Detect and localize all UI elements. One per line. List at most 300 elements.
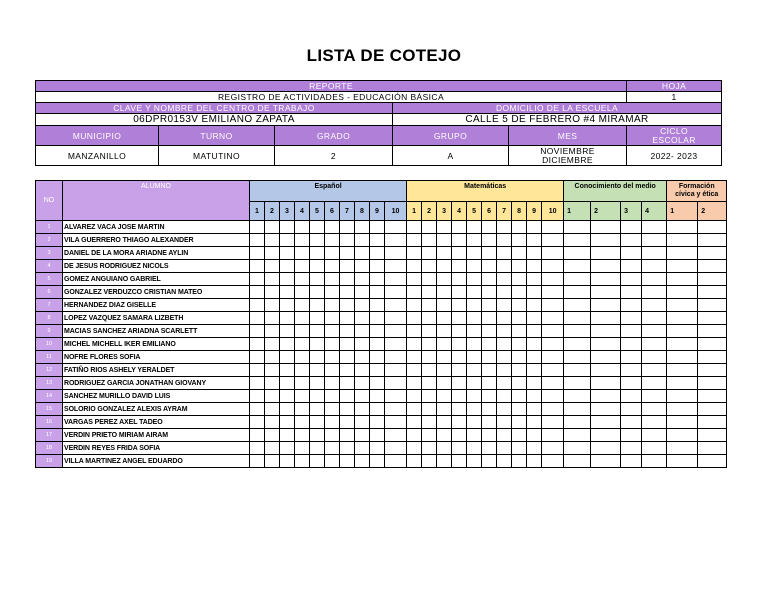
check-cell[interactable] xyxy=(310,390,325,403)
check-cell[interactable] xyxy=(325,273,340,286)
check-cell[interactable] xyxy=(467,455,482,468)
check-cell[interactable] xyxy=(527,338,542,351)
check-cell[interactable] xyxy=(591,260,621,273)
check-cell[interactable] xyxy=(355,442,370,455)
check-cell[interactable] xyxy=(280,286,295,299)
check-cell[interactable] xyxy=(295,390,310,403)
check-cell[interactable] xyxy=(642,286,667,299)
check-cell[interactable] xyxy=(467,351,482,364)
check-cell[interactable] xyxy=(407,429,422,442)
check-cell[interactable] xyxy=(310,234,325,247)
check-cell[interactable] xyxy=(564,260,591,273)
check-cell[interactable] xyxy=(340,455,355,468)
check-cell[interactable] xyxy=(250,312,265,325)
check-cell[interactable] xyxy=(280,390,295,403)
check-cell[interactable] xyxy=(564,377,591,390)
check-cell[interactable] xyxy=(437,390,452,403)
check-cell[interactable] xyxy=(591,403,621,416)
check-cell[interactable] xyxy=(621,351,642,364)
check-cell[interactable] xyxy=(698,286,727,299)
check-cell[interactable] xyxy=(295,442,310,455)
check-cell[interactable] xyxy=(355,429,370,442)
check-cell[interactable] xyxy=(452,455,467,468)
check-cell[interactable] xyxy=(422,403,437,416)
check-cell[interactable] xyxy=(667,377,698,390)
check-cell[interactable] xyxy=(340,312,355,325)
check-cell[interactable] xyxy=(497,377,512,390)
check-cell[interactable] xyxy=(564,390,591,403)
check-cell[interactable] xyxy=(497,260,512,273)
check-cell[interactable] xyxy=(482,442,497,455)
check-cell[interactable] xyxy=(591,416,621,429)
check-cell[interactable] xyxy=(370,325,385,338)
check-cell[interactable] xyxy=(452,247,467,260)
check-cell[interactable] xyxy=(407,364,422,377)
check-cell[interactable] xyxy=(250,351,265,364)
check-cell[interactable] xyxy=(452,325,467,338)
check-cell[interactable] xyxy=(452,403,467,416)
check-cell[interactable] xyxy=(698,455,727,468)
check-cell[interactable] xyxy=(265,403,280,416)
check-cell[interactable] xyxy=(355,403,370,416)
check-cell[interactable] xyxy=(542,429,564,442)
check-cell[interactable] xyxy=(295,234,310,247)
check-cell[interactable] xyxy=(385,364,407,377)
check-cell[interactable] xyxy=(295,273,310,286)
check-cell[interactable] xyxy=(310,416,325,429)
check-cell[interactable] xyxy=(467,299,482,312)
check-cell[interactable] xyxy=(325,325,340,338)
check-cell[interactable] xyxy=(452,299,467,312)
check-cell[interactable] xyxy=(512,221,527,234)
check-cell[interactable] xyxy=(265,221,280,234)
check-cell[interactable] xyxy=(280,234,295,247)
check-cell[interactable] xyxy=(542,260,564,273)
check-cell[interactable] xyxy=(370,377,385,390)
check-cell[interactable] xyxy=(437,442,452,455)
check-cell[interactable] xyxy=(250,429,265,442)
check-cell[interactable] xyxy=(527,455,542,468)
check-cell[interactable] xyxy=(280,455,295,468)
check-cell[interactable] xyxy=(642,442,667,455)
check-cell[interactable] xyxy=(355,325,370,338)
check-cell[interactable] xyxy=(564,442,591,455)
check-cell[interactable] xyxy=(497,403,512,416)
check-cell[interactable] xyxy=(385,351,407,364)
check-cell[interactable] xyxy=(310,299,325,312)
check-cell[interactable] xyxy=(370,403,385,416)
check-cell[interactable] xyxy=(698,325,727,338)
check-cell[interactable] xyxy=(437,221,452,234)
check-cell[interactable] xyxy=(310,377,325,390)
check-cell[interactable] xyxy=(667,312,698,325)
check-cell[interactable] xyxy=(250,403,265,416)
check-cell[interactable] xyxy=(295,416,310,429)
check-cell[interactable] xyxy=(698,442,727,455)
check-cell[interactable] xyxy=(642,390,667,403)
check-cell[interactable] xyxy=(437,312,452,325)
check-cell[interactable] xyxy=(642,247,667,260)
check-cell[interactable] xyxy=(621,442,642,455)
check-cell[interactable] xyxy=(497,325,512,338)
check-cell[interactable] xyxy=(250,390,265,403)
check-cell[interactable] xyxy=(527,260,542,273)
check-cell[interactable] xyxy=(527,429,542,442)
check-cell[interactable] xyxy=(250,273,265,286)
check-cell[interactable] xyxy=(250,260,265,273)
check-cell[interactable] xyxy=(527,247,542,260)
check-cell[interactable] xyxy=(527,325,542,338)
check-cell[interactable] xyxy=(265,455,280,468)
check-cell[interactable] xyxy=(452,273,467,286)
check-cell[interactable] xyxy=(422,364,437,377)
check-cell[interactable] xyxy=(310,442,325,455)
check-cell[interactable] xyxy=(482,416,497,429)
check-cell[interactable] xyxy=(527,364,542,377)
check-cell[interactable] xyxy=(422,273,437,286)
check-cell[interactable] xyxy=(482,234,497,247)
check-cell[interactable] xyxy=(467,390,482,403)
check-cell[interactable] xyxy=(698,273,727,286)
check-cell[interactable] xyxy=(340,442,355,455)
check-cell[interactable] xyxy=(482,221,497,234)
check-cell[interactable] xyxy=(407,338,422,351)
check-cell[interactable] xyxy=(667,455,698,468)
check-cell[interactable] xyxy=(340,364,355,377)
check-cell[interactable] xyxy=(355,338,370,351)
check-cell[interactable] xyxy=(295,338,310,351)
check-cell[interactable] xyxy=(370,455,385,468)
check-cell[interactable] xyxy=(542,403,564,416)
check-cell[interactable] xyxy=(564,351,591,364)
check-cell[interactable] xyxy=(591,299,621,312)
check-cell[interactable] xyxy=(467,312,482,325)
check-cell[interactable] xyxy=(512,364,527,377)
check-cell[interactable] xyxy=(497,442,512,455)
check-cell[interactable] xyxy=(422,260,437,273)
check-cell[interactable] xyxy=(325,390,340,403)
check-cell[interactable] xyxy=(355,247,370,260)
check-cell[interactable] xyxy=(295,325,310,338)
check-cell[interactable] xyxy=(482,312,497,325)
check-cell[interactable] xyxy=(512,312,527,325)
check-cell[interactable] xyxy=(265,247,280,260)
check-cell[interactable] xyxy=(564,247,591,260)
check-cell[interactable] xyxy=(497,351,512,364)
check-cell[interactable] xyxy=(407,260,422,273)
check-cell[interactable] xyxy=(667,234,698,247)
check-cell[interactable] xyxy=(437,234,452,247)
check-cell[interactable] xyxy=(698,312,727,325)
check-cell[interactable] xyxy=(437,377,452,390)
check-cell[interactable] xyxy=(422,377,437,390)
check-cell[interactable] xyxy=(591,351,621,364)
check-cell[interactable] xyxy=(407,377,422,390)
check-cell[interactable] xyxy=(385,416,407,429)
check-cell[interactable] xyxy=(698,338,727,351)
check-cell[interactable] xyxy=(564,338,591,351)
check-cell[interactable] xyxy=(370,429,385,442)
check-cell[interactable] xyxy=(325,247,340,260)
check-cell[interactable] xyxy=(250,234,265,247)
check-cell[interactable] xyxy=(295,403,310,416)
check-cell[interactable] xyxy=(512,234,527,247)
check-cell[interactable] xyxy=(437,364,452,377)
check-cell[interactable] xyxy=(512,416,527,429)
check-cell[interactable] xyxy=(325,234,340,247)
check-cell[interactable] xyxy=(564,221,591,234)
check-cell[interactable] xyxy=(385,286,407,299)
check-cell[interactable] xyxy=(667,442,698,455)
check-cell[interactable] xyxy=(642,221,667,234)
check-cell[interactable] xyxy=(280,429,295,442)
check-cell[interactable] xyxy=(512,325,527,338)
check-cell[interactable] xyxy=(667,260,698,273)
check-cell[interactable] xyxy=(325,455,340,468)
check-cell[interactable] xyxy=(250,455,265,468)
check-cell[interactable] xyxy=(621,338,642,351)
check-cell[interactable] xyxy=(265,286,280,299)
check-cell[interactable] xyxy=(340,416,355,429)
check-cell[interactable] xyxy=(542,286,564,299)
check-cell[interactable] xyxy=(325,416,340,429)
check-cell[interactable] xyxy=(482,377,497,390)
check-cell[interactable] xyxy=(512,247,527,260)
check-cell[interactable] xyxy=(385,338,407,351)
check-cell[interactable] xyxy=(295,312,310,325)
check-cell[interactable] xyxy=(452,377,467,390)
check-cell[interactable] xyxy=(621,377,642,390)
check-cell[interactable] xyxy=(437,286,452,299)
check-cell[interactable] xyxy=(698,351,727,364)
check-cell[interactable] xyxy=(642,325,667,338)
check-cell[interactable] xyxy=(370,234,385,247)
check-cell[interactable] xyxy=(385,403,407,416)
check-cell[interactable] xyxy=(265,416,280,429)
check-cell[interactable] xyxy=(422,416,437,429)
check-cell[interactable] xyxy=(265,377,280,390)
check-cell[interactable] xyxy=(325,299,340,312)
check-cell[interactable] xyxy=(542,234,564,247)
check-cell[interactable] xyxy=(265,390,280,403)
check-cell[interactable] xyxy=(591,364,621,377)
check-cell[interactable] xyxy=(265,338,280,351)
check-cell[interactable] xyxy=(355,260,370,273)
check-cell[interactable] xyxy=(482,390,497,403)
check-cell[interactable] xyxy=(497,234,512,247)
check-cell[interactable] xyxy=(467,273,482,286)
check-cell[interactable] xyxy=(265,260,280,273)
check-cell[interactable] xyxy=(385,442,407,455)
check-cell[interactable] xyxy=(265,234,280,247)
check-cell[interactable] xyxy=(422,312,437,325)
check-cell[interactable] xyxy=(512,442,527,455)
check-cell[interactable] xyxy=(527,390,542,403)
check-cell[interactable] xyxy=(467,377,482,390)
check-cell[interactable] xyxy=(497,273,512,286)
check-cell[interactable] xyxy=(467,403,482,416)
check-cell[interactable] xyxy=(564,325,591,338)
check-cell[interactable] xyxy=(482,351,497,364)
check-cell[interactable] xyxy=(591,312,621,325)
check-cell[interactable] xyxy=(642,260,667,273)
check-cell[interactable] xyxy=(310,260,325,273)
check-cell[interactable] xyxy=(527,234,542,247)
check-cell[interactable] xyxy=(280,416,295,429)
check-cell[interactable] xyxy=(280,221,295,234)
check-cell[interactable] xyxy=(280,325,295,338)
check-cell[interactable] xyxy=(280,364,295,377)
check-cell[interactable] xyxy=(482,260,497,273)
check-cell[interactable] xyxy=(482,273,497,286)
check-cell[interactable] xyxy=(667,338,698,351)
check-cell[interactable] xyxy=(280,260,295,273)
check-cell[interactable] xyxy=(512,299,527,312)
check-cell[interactable] xyxy=(497,221,512,234)
check-cell[interactable] xyxy=(698,377,727,390)
check-cell[interactable] xyxy=(542,416,564,429)
check-cell[interactable] xyxy=(452,351,467,364)
check-cell[interactable] xyxy=(591,247,621,260)
check-cell[interactable] xyxy=(512,429,527,442)
check-cell[interactable] xyxy=(564,286,591,299)
check-cell[interactable] xyxy=(698,403,727,416)
check-cell[interactable] xyxy=(482,286,497,299)
check-cell[interactable] xyxy=(497,286,512,299)
check-cell[interactable] xyxy=(385,299,407,312)
check-cell[interactable] xyxy=(340,247,355,260)
check-cell[interactable] xyxy=(265,351,280,364)
check-cell[interactable] xyxy=(340,351,355,364)
check-cell[interactable] xyxy=(340,260,355,273)
check-cell[interactable] xyxy=(452,429,467,442)
check-cell[interactable] xyxy=(527,351,542,364)
check-cell[interactable] xyxy=(355,286,370,299)
check-cell[interactable] xyxy=(564,364,591,377)
check-cell[interactable] xyxy=(591,221,621,234)
check-cell[interactable] xyxy=(467,429,482,442)
check-cell[interactable] xyxy=(325,221,340,234)
check-cell[interactable] xyxy=(467,325,482,338)
check-cell[interactable] xyxy=(407,351,422,364)
check-cell[interactable] xyxy=(621,429,642,442)
check-cell[interactable] xyxy=(698,260,727,273)
check-cell[interactable] xyxy=(370,390,385,403)
check-cell[interactable] xyxy=(265,442,280,455)
check-cell[interactable] xyxy=(385,260,407,273)
check-cell[interactable] xyxy=(310,455,325,468)
check-cell[interactable] xyxy=(467,442,482,455)
check-cell[interactable] xyxy=(542,338,564,351)
check-cell[interactable] xyxy=(310,312,325,325)
check-cell[interactable] xyxy=(340,403,355,416)
check-cell[interactable] xyxy=(542,455,564,468)
check-cell[interactable] xyxy=(497,455,512,468)
check-cell[interactable] xyxy=(564,403,591,416)
check-cell[interactable] xyxy=(667,325,698,338)
check-cell[interactable] xyxy=(621,403,642,416)
check-cell[interactable] xyxy=(310,221,325,234)
check-cell[interactable] xyxy=(452,260,467,273)
check-cell[interactable] xyxy=(422,351,437,364)
check-cell[interactable] xyxy=(340,299,355,312)
check-cell[interactable] xyxy=(591,429,621,442)
check-cell[interactable] xyxy=(512,455,527,468)
check-cell[interactable] xyxy=(280,247,295,260)
check-cell[interactable] xyxy=(310,403,325,416)
check-cell[interactable] xyxy=(437,351,452,364)
check-cell[interactable] xyxy=(667,221,698,234)
check-cell[interactable] xyxy=(467,338,482,351)
check-cell[interactable] xyxy=(542,299,564,312)
check-cell[interactable] xyxy=(295,351,310,364)
check-cell[interactable] xyxy=(250,299,265,312)
check-cell[interactable] xyxy=(280,403,295,416)
check-cell[interactable] xyxy=(370,351,385,364)
check-cell[interactable] xyxy=(621,221,642,234)
check-cell[interactable] xyxy=(422,247,437,260)
check-cell[interactable] xyxy=(355,364,370,377)
check-cell[interactable] xyxy=(621,260,642,273)
check-cell[interactable] xyxy=(407,390,422,403)
check-cell[interactable] xyxy=(591,325,621,338)
check-cell[interactable] xyxy=(542,442,564,455)
check-cell[interactable] xyxy=(642,377,667,390)
check-cell[interactable] xyxy=(564,416,591,429)
check-cell[interactable] xyxy=(325,351,340,364)
check-cell[interactable] xyxy=(407,403,422,416)
check-cell[interactable] xyxy=(437,273,452,286)
check-cell[interactable] xyxy=(437,416,452,429)
check-cell[interactable] xyxy=(497,390,512,403)
check-cell[interactable] xyxy=(527,299,542,312)
check-cell[interactable] xyxy=(265,312,280,325)
check-cell[interactable] xyxy=(340,286,355,299)
check-cell[interactable] xyxy=(564,455,591,468)
check-cell[interactable] xyxy=(295,429,310,442)
check-cell[interactable] xyxy=(407,247,422,260)
check-cell[interactable] xyxy=(325,286,340,299)
check-cell[interactable] xyxy=(642,273,667,286)
check-cell[interactable] xyxy=(407,299,422,312)
check-cell[interactable] xyxy=(621,273,642,286)
check-cell[interactable] xyxy=(295,455,310,468)
check-cell[interactable] xyxy=(527,221,542,234)
check-cell[interactable] xyxy=(370,364,385,377)
check-cell[interactable] xyxy=(564,234,591,247)
check-cell[interactable] xyxy=(512,338,527,351)
check-cell[interactable] xyxy=(325,377,340,390)
check-cell[interactable] xyxy=(642,234,667,247)
check-cell[interactable] xyxy=(280,442,295,455)
check-cell[interactable] xyxy=(642,416,667,429)
check-cell[interactable] xyxy=(265,325,280,338)
check-cell[interactable] xyxy=(591,377,621,390)
check-cell[interactable] xyxy=(542,273,564,286)
check-cell[interactable] xyxy=(452,390,467,403)
check-cell[interactable] xyxy=(385,221,407,234)
check-cell[interactable] xyxy=(667,403,698,416)
check-cell[interactable] xyxy=(310,364,325,377)
check-cell[interactable] xyxy=(325,403,340,416)
check-cell[interactable] xyxy=(310,325,325,338)
check-cell[interactable] xyxy=(437,429,452,442)
check-cell[interactable] xyxy=(407,325,422,338)
check-cell[interactable] xyxy=(467,416,482,429)
check-cell[interactable] xyxy=(527,377,542,390)
check-cell[interactable] xyxy=(642,312,667,325)
check-cell[interactable] xyxy=(698,416,727,429)
